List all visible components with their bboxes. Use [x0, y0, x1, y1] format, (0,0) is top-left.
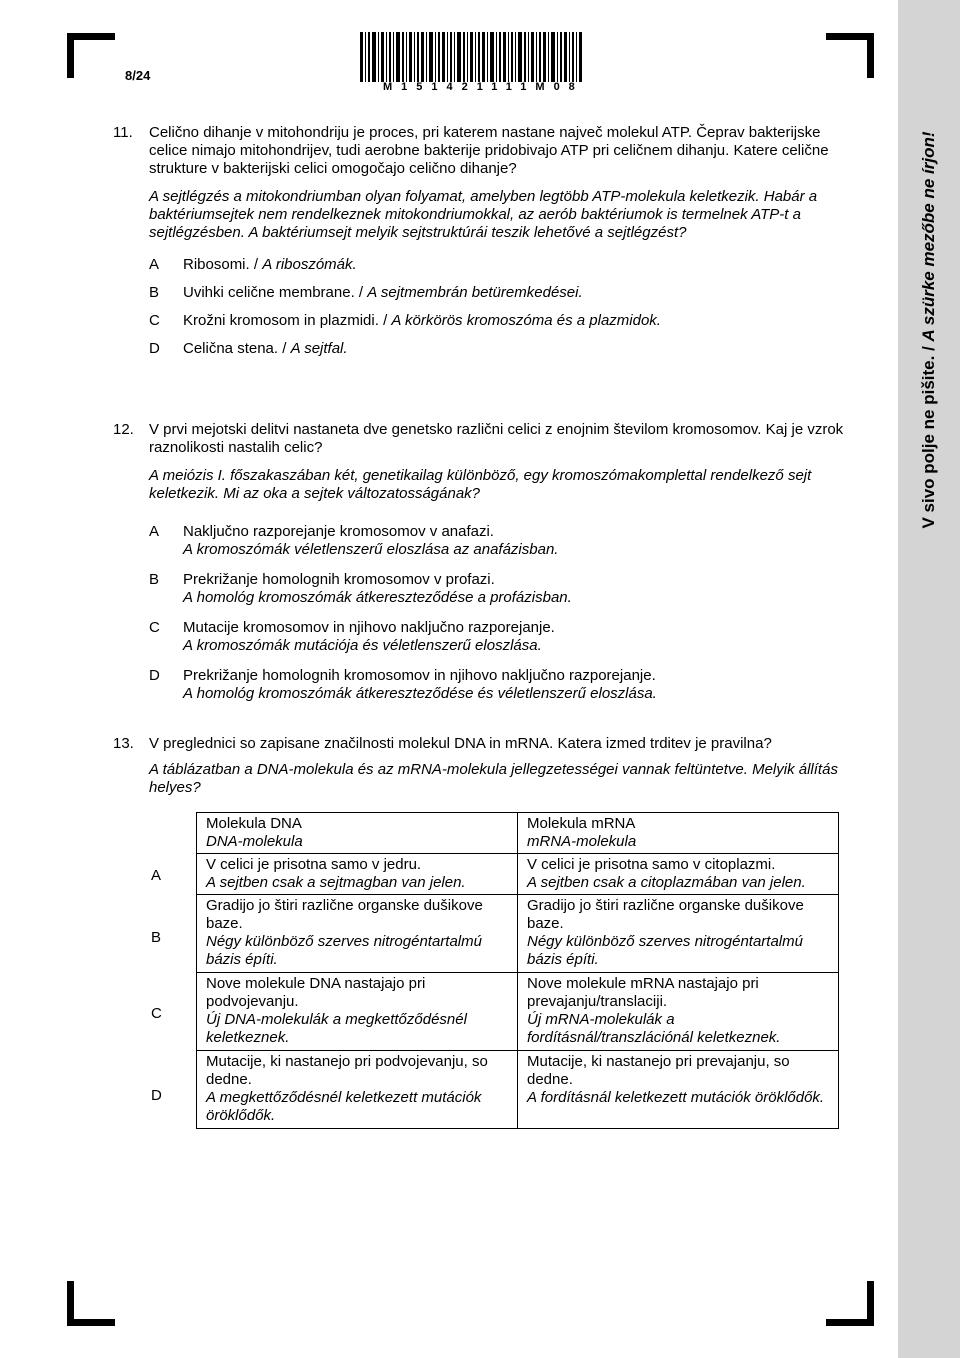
table-row [197, 973, 839, 1051]
crop-mark-bottom-left-h [67, 1319, 115, 1326]
barcode-icon [360, 32, 582, 82]
cell-text-si: Mutacije, ki nastanejo pri prevajanju, so dedne. [527, 1053, 790, 1088]
question-11 [113, 124, 845, 368]
question-number: 13. [113, 735, 134, 752]
header-mrna-si: Molekula mRNA [527, 815, 636, 832]
question-12 [113, 421, 845, 715]
question-text-hu: A táblázatban a DNA-molekula és az mRNA-molekula jellegzetességei vannak feltüntetve. Melyik állítás helyes? [149, 761, 838, 796]
cell-text-si: Gradijo jo štiri različne organske dušikove baze. [527, 897, 804, 932]
crop-mark-top-left-h [67, 33, 115, 40]
option-text-si: Uvihki celične membrane. [183, 284, 355, 301]
option-text-hu: A riboszómák. [262, 256, 357, 273]
dna-mrna-table [196, 812, 839, 1129]
cell-text-si: V celici je prisotna samo v citoplazmi. [527, 856, 776, 873]
cell-text-hu: Új DNA-molekulák a megkettőződésnél keletkeznek. [206, 1011, 467, 1046]
option-a[interactable] [149, 523, 845, 571]
option-d[interactable] [149, 667, 845, 715]
option-letter: A [149, 523, 160, 540]
cell-dna [197, 973, 518, 1051]
option-text-hu: A kromoszómák véletlenszerű eloszlása az anafázisban. [183, 541, 559, 558]
cell-text-hu: A sejtben csak a sejtmagban van jelen. [206, 874, 466, 891]
option-letter: C [149, 312, 160, 329]
option-text-si: Mutacije kromosomov in njihovo naključno razporejanje. [183, 619, 555, 636]
question-number: 11. [113, 124, 133, 141]
option-b[interactable] [149, 571, 845, 619]
cell-dna [197, 1051, 518, 1129]
header-dna-si: Molekula DNA [206, 815, 302, 832]
option-separator: / [278, 340, 291, 357]
cell-mrna [518, 854, 839, 895]
option-text-hu: A homológ kromoszómák átkereszteződése a profázisban. [183, 589, 572, 606]
cell-mrna [518, 973, 839, 1051]
option-c[interactable] [149, 619, 845, 667]
crop-mark-bottom-left-v [67, 1281, 74, 1326]
question-text-hu: A meiózis I. főszakaszában két, genetikailag különböző, egy kromoszómakomplettal rendelkező sejt keletkezik. Mi az oka a sejtek változatosságának? [149, 467, 812, 502]
option-letter: B [149, 284, 160, 301]
row-label-a[interactable]: A [151, 867, 162, 884]
cell-text-hu: A sejtben csak a citoplazmában van jelen. [527, 874, 806, 891]
option-letter: B [149, 571, 160, 588]
option-b[interactable] [149, 284, 845, 312]
question-text-si: V preglednici so zapisane značilnosti molekul DNA in mRNA. Katera izmed trditev je pravilna? [149, 735, 772, 752]
barcode-text: M151421111M08 [383, 81, 584, 93]
table-header-row [197, 813, 839, 854]
option-separator: / [249, 256, 263, 273]
cell-text-hu: A fordításnál keletkezett mutációk öröklődők. [527, 1089, 825, 1106]
cell-text-hu: Négy különböző szerves nitrogéntartalmú bázis építi. [527, 933, 803, 968]
question-number: 12. [113, 421, 134, 438]
page-number: 8/24 [125, 68, 151, 83]
cell-text-hu: Új mRNA-molekulák a fordításnál/transzlációnál keletkeznek. [527, 1011, 781, 1046]
row-label-c[interactable]: C [151, 1005, 162, 1022]
cell-text-si: Gradijo jo štiri različne organske dušikove baze. [206, 897, 483, 932]
option-letter: D [149, 340, 160, 357]
option-text-hu: A homológ kromoszómák átkereszteződése és véletlenszerű eloszlása. [183, 685, 657, 702]
row-label-d[interactable]: D [151, 1087, 162, 1104]
cell-mrna [518, 895, 839, 973]
option-text-hu: A kromoszómák mutációja és véletlenszerű eloszlása. [183, 637, 542, 654]
option-letter: A [149, 256, 160, 273]
notice-si: V sivo polje ne pišite. [919, 355, 938, 529]
cell-mrna [518, 1051, 839, 1129]
option-text-hu: A sejtfal. [290, 340, 348, 357]
option-text-si: Prekrižanje homolognih kromosomov v profazi. [183, 571, 495, 588]
cell-text-si: Mutacije, ki nastanejo pri podvojevanju, so dedne. [206, 1053, 488, 1088]
option-separator: / [378, 312, 392, 329]
cell-text-hu: A megkettőződésnél keletkezett mutációk öröklődők. [206, 1089, 482, 1124]
notice-separator: / [919, 341, 938, 356]
header-mrna [518, 813, 839, 854]
cell-dna [197, 854, 518, 895]
option-text-si: Naključno razporejanje kromosomov v anafazi. [183, 523, 494, 540]
header-mrna-hu: mRNA-molekula [527, 833, 637, 850]
option-letter: C [149, 619, 160, 636]
option-letter: D [149, 667, 160, 684]
gray-margin-strip [898, 0, 960, 1358]
option-text-si: Ribosomi. [183, 256, 250, 273]
header-dna [197, 813, 518, 854]
cell-text-si: Nove molekule DNA nastajajo pri podvojevanju. [206, 975, 426, 1010]
row-label-b[interactable]: B [151, 929, 162, 946]
option-text-hu: A körkörös kromoszóma és a plazmidok. [391, 312, 661, 329]
option-d[interactable] [149, 340, 845, 368]
cell-dna [197, 895, 518, 973]
notice-hu: A szürke mezőbe ne írjon! [919, 131, 938, 342]
option-text-si: Krožni kromosom in plazmidi. [183, 312, 379, 329]
do-not-write-notice [919, 131, 939, 528]
table-row [197, 854, 839, 895]
question-text-si: V prvi mejotski delitvi nastaneta dve genetsko različni celici z enojnim številom kromosomov. Kaj je vzrok raznolikosti nastalih celic? [149, 421, 844, 456]
option-text-si: Prekrižanje homolognih kromosomov in njihovo naključno razporejanje. [183, 667, 656, 684]
question-text-hu: A sejtlégzés a mitokondriumban olyan folyamat, amelyben legtöbb ATP-molekula keletkezik. Habár a baktériumsejtek nem rendelkeznek mitokondriumokkal, az aerób baktériumok is termelnek ATP-t a sejtlégzésben. A baktériumsejt melyik sejtstruktúrái teszik lehetővé a sejtlégzést? [149, 188, 818, 241]
question-13 [113, 735, 845, 797]
cell-text-hu: Négy különböző szerves nitrogéntartalmú bázis építi. [206, 933, 482, 968]
option-c[interactable] [149, 312, 845, 340]
question-text-si: Celično dihanje v mitohondriju je proces, pri katerem nastane največ molekul ATP. Čeprav bakterijske celice nimajo mitohondrijev, tudi aerobne bakterije pridobivajo ATP pri celičnem dihanju. Katere celične strukture v bakterijski celici omogočajo celično dihanje? [149, 124, 829, 177]
crop-mark-bottom-right-v [867, 1281, 874, 1326]
option-text-si: Celična stena. [183, 340, 279, 357]
option-text-hu: A sejtmembrán betüremkedései. [367, 284, 583, 301]
cell-text-si: Nove molekule mRNA nastajajo pri prevajanju/translaciji. [527, 975, 759, 1010]
option-separator: / [354, 284, 368, 301]
header-dna-hu: DNA-molekula [206, 833, 303, 850]
crop-mark-top-left-v [67, 33, 74, 78]
crop-mark-top-right-v [867, 33, 874, 78]
table-row [197, 1051, 839, 1129]
cell-text-si: V celici je prisotna samo v jedru. [206, 856, 422, 873]
option-a[interactable] [149, 256, 845, 284]
table-row [197, 895, 839, 973]
